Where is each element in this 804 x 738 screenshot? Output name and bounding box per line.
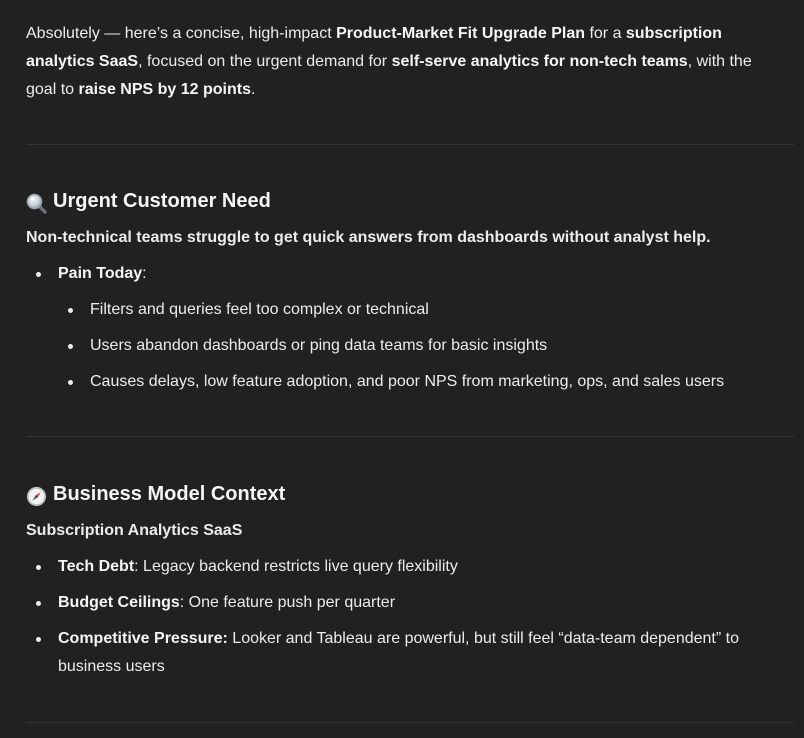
- section-heading-text: Urgent Customer Need: [53, 190, 271, 212]
- intro-paragraph: [26, 20, 776, 104]
- section-divider: [26, 144, 794, 145]
- intro-text-2: for a: [585, 25, 626, 42]
- intro-text-4: , with the goal to: [26, 53, 752, 98]
- intro-bold-plan: Product-Market Fit Upgrade Plan: [336, 25, 585, 42]
- list-item: [26, 625, 784, 681]
- sub-list-item: Filters and queries feel too complex or technical: [58, 296, 784, 324]
- list-item-label: Budget Ceilings: [58, 594, 180, 611]
- list-item-text: : One feature push per quarter: [179, 594, 396, 611]
- list-item: [26, 589, 784, 617]
- bullet-list: [26, 553, 784, 681]
- section-heading-text: Business Model Context: [53, 483, 286, 505]
- intro-text-5: .: [251, 81, 256, 98]
- sub-list-item: Users abandon dashboards or ping data teams for basic insights: [58, 332, 784, 360]
- intro-bold-saas: subscription analytics SaaS: [26, 25, 722, 70]
- compass-icon: [26, 484, 47, 505]
- section-divider: [26, 722, 794, 723]
- section-urgent-need: [26, 184, 784, 396]
- intro-text-1: Absolutely — here’s a concise, high-impact: [26, 25, 337, 42]
- intro-bold-goal: raise NPS by 12 points: [78, 81, 251, 98]
- list-item-label: Competitive Pressure:: [58, 630, 228, 647]
- list-item: [26, 553, 784, 581]
- list-item-text: Looker and Tableau are powerful, but still feel “data-team dependent” to business users: [58, 630, 739, 675]
- section-heading: [26, 477, 784, 511]
- intro-bold-demand: self-serve analytics for non-tech teams: [391, 53, 688, 70]
- sub-bullet-list: [58, 296, 784, 396]
- list-item: [26, 260, 784, 396]
- sub-list-item: Causes delays, low feature adoption, and poor NPS from marketing, ops, and sales users: [58, 368, 784, 396]
- magnifying-glass-icon: [26, 191, 47, 212]
- section-heading: [26, 184, 784, 218]
- list-item-label: Pain Today: [58, 265, 143, 282]
- section-divider: [26, 436, 794, 437]
- section-lead: Subscription Analytics SaaS: [26, 522, 243, 539]
- intro-text-3: , focused on the urgent demand for: [138, 53, 392, 70]
- list-item-text: : Legacy backend restricts live query flexibility: [134, 558, 458, 575]
- bullet-list: [26, 260, 784, 396]
- section-business-model: [26, 477, 784, 681]
- list-item-label: Tech Debt: [58, 558, 135, 575]
- list-item-colon: :: [142, 265, 147, 282]
- section-lead: Non-technical teams struggle to get quick answers from dashboards without analyst help.: [26, 229, 711, 246]
